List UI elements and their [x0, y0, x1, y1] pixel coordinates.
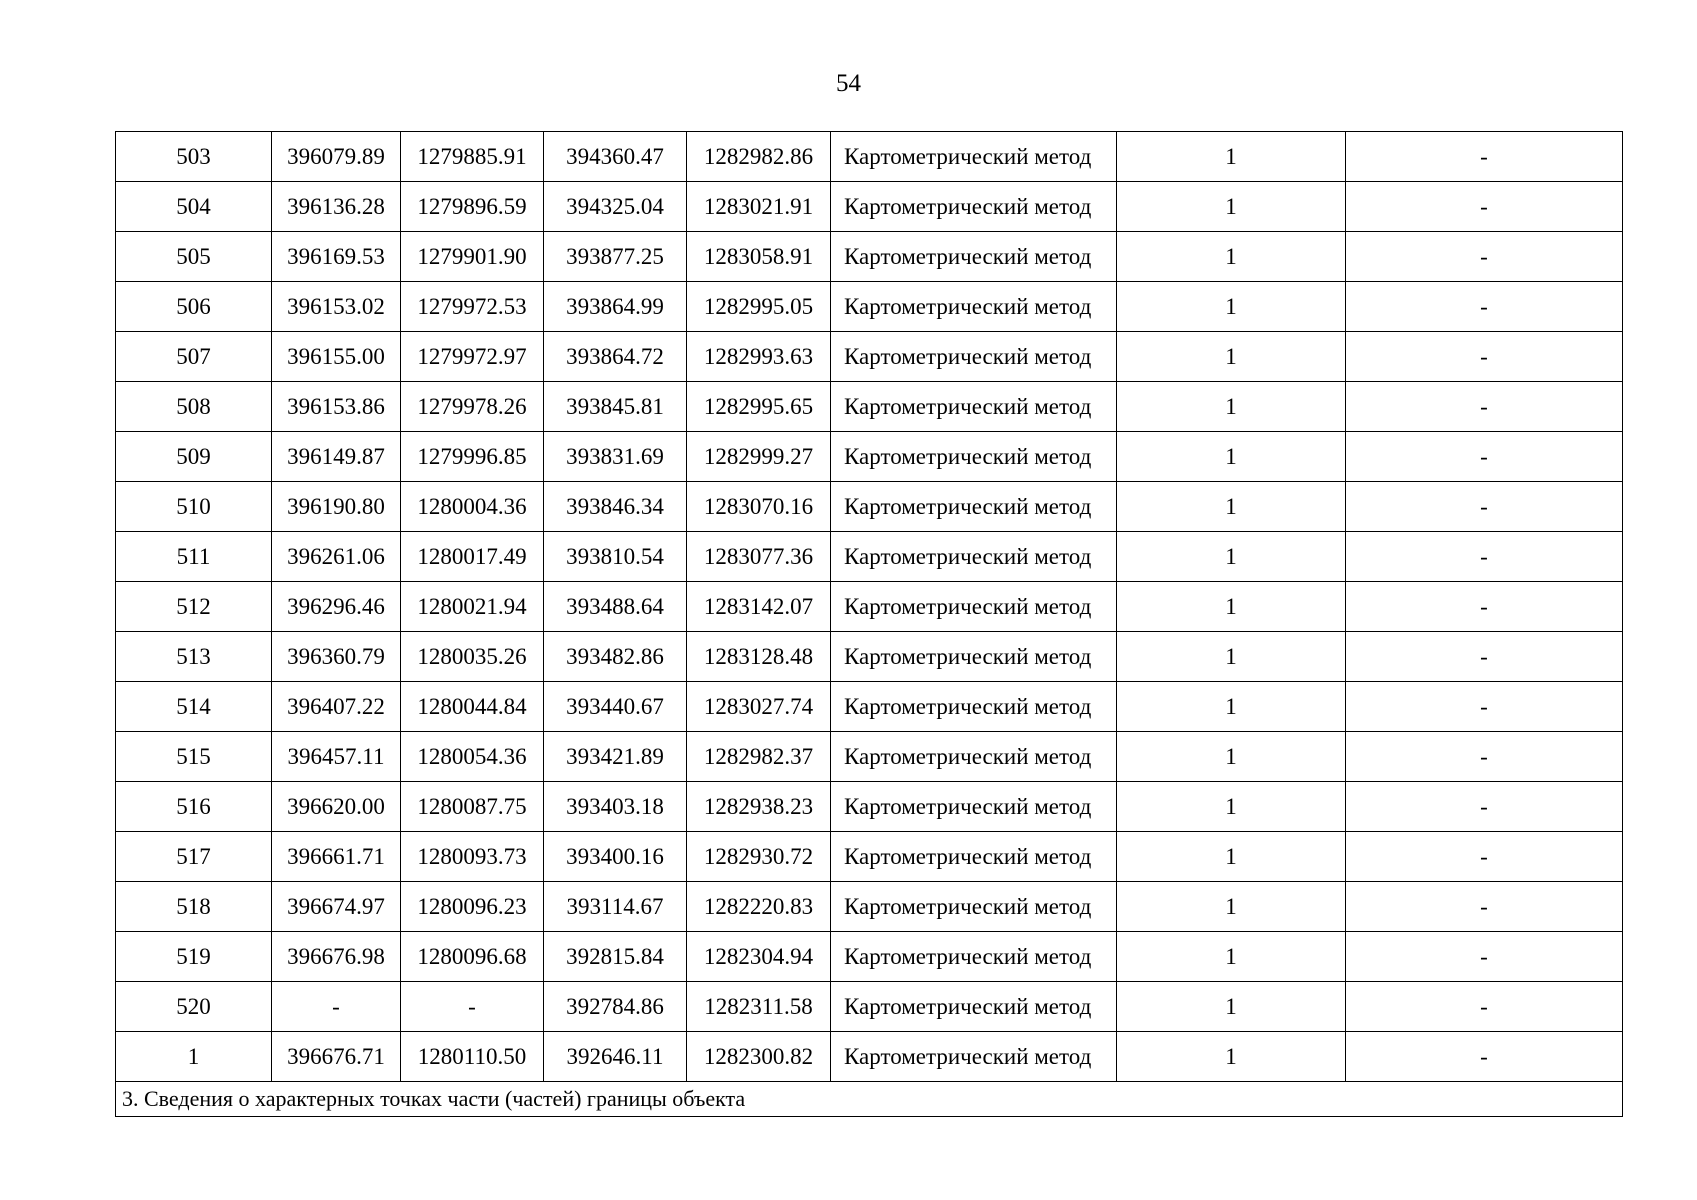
existing-y-cell: 1280087.75: [401, 782, 544, 832]
existing-x-cell: 396407.22: [272, 682, 401, 732]
existing-y-cell: -: [401, 982, 544, 1032]
existing-y-cell: 1280035.26: [401, 632, 544, 682]
point-number-cell: 512: [116, 582, 272, 632]
method-cell: Картометрический метод: [831, 632, 1117, 682]
new-y-cell: 1283021.91: [687, 182, 831, 232]
existing-x-cell: 396153.02: [272, 282, 401, 332]
precision-cell: 1: [1117, 282, 1346, 332]
existing-x-cell: 396676.71: [272, 1032, 401, 1082]
method-cell: Картометрический метод: [831, 982, 1117, 1032]
point-number-cell: 508: [116, 382, 272, 432]
existing-x-cell: -: [272, 982, 401, 1032]
point-number-cell: 517: [116, 832, 272, 882]
existing-y-cell: 1280017.49: [401, 532, 544, 582]
existing-x-cell: 396190.80: [272, 482, 401, 532]
new-y-cell: 1282993.63: [687, 332, 831, 382]
point-number-cell: 510: [116, 482, 272, 532]
description-cell: -: [1346, 832, 1623, 882]
precision-cell: 1: [1117, 382, 1346, 432]
new-y-cell: 1282982.86: [687, 132, 831, 182]
table-row: [116, 682, 1623, 732]
point-number-cell: 520: [116, 982, 272, 1032]
description-cell: -: [1346, 982, 1623, 1032]
precision-cell: 1: [1117, 732, 1346, 782]
new-x-cell: 392646.11: [544, 1032, 687, 1082]
new-x-cell: 393400.16: [544, 832, 687, 882]
precision-cell: 1: [1117, 532, 1346, 582]
point-number-cell: 518: [116, 882, 272, 932]
point-number-cell: 505: [116, 232, 272, 282]
description-cell: -: [1346, 882, 1623, 932]
description-cell: -: [1346, 132, 1623, 182]
new-x-cell: 393810.54: [544, 532, 687, 582]
precision-cell: 1: [1117, 682, 1346, 732]
precision-cell: 1: [1117, 332, 1346, 382]
method-cell: Картометрический метод: [831, 732, 1117, 782]
method-cell: Картометрический метод: [831, 232, 1117, 282]
new-y-cell: 1282304.94: [687, 932, 831, 982]
table-row: [116, 832, 1623, 882]
table-row: [116, 732, 1623, 782]
table-row: [116, 632, 1623, 682]
existing-x-cell: 396136.28: [272, 182, 401, 232]
new-y-cell: 1282938.23: [687, 782, 831, 832]
existing-x-cell: 396674.97: [272, 882, 401, 932]
new-y-cell: 1282995.05: [687, 282, 831, 332]
point-number-cell: 511: [116, 532, 272, 582]
existing-y-cell: 1280096.68: [401, 932, 544, 982]
new-x-cell: 393403.18: [544, 782, 687, 832]
description-cell: -: [1346, 582, 1623, 632]
existing-x-cell: 396079.89: [272, 132, 401, 182]
table-row: [116, 432, 1623, 482]
point-number-cell: 514: [116, 682, 272, 732]
method-cell: Картометрический метод: [831, 332, 1117, 382]
method-cell: Картометрический метод: [831, 532, 1117, 582]
method-cell: Картометрический метод: [831, 382, 1117, 432]
description-cell: -: [1346, 332, 1623, 382]
new-y-cell: 1283058.91: [687, 232, 831, 282]
new-x-cell: 393488.64: [544, 582, 687, 632]
precision-cell: 1: [1117, 882, 1346, 932]
precision-cell: 1: [1117, 132, 1346, 182]
point-number-cell: 1: [116, 1032, 272, 1082]
description-cell: -: [1346, 632, 1623, 682]
existing-x-cell: 396457.11: [272, 732, 401, 782]
method-cell: Картометрический метод: [831, 582, 1117, 632]
new-x-cell: 394360.47: [544, 132, 687, 182]
table-row: [116, 532, 1623, 582]
precision-cell: 1: [1117, 432, 1346, 482]
new-y-cell: 1283070.16: [687, 482, 831, 532]
existing-x-cell: 396153.86: [272, 382, 401, 432]
description-cell: -: [1346, 432, 1623, 482]
description-cell: -: [1346, 182, 1623, 232]
existing-y-cell: 1279972.97: [401, 332, 544, 382]
new-y-cell: 1283027.74: [687, 682, 831, 732]
new-x-cell: 392784.86: [544, 982, 687, 1032]
description-cell: -: [1346, 1032, 1623, 1082]
existing-y-cell: 1280093.73: [401, 832, 544, 882]
new-y-cell: 1283142.07: [687, 582, 831, 632]
new-x-cell: 393846.34: [544, 482, 687, 532]
new-x-cell: 393864.72: [544, 332, 687, 382]
point-number-cell: 509: [116, 432, 272, 482]
table-row: [116, 382, 1623, 432]
description-cell: -: [1346, 932, 1623, 982]
existing-x-cell: 396360.79: [272, 632, 401, 682]
method-cell: Картометрический метод: [831, 182, 1117, 232]
precision-cell: 1: [1117, 782, 1346, 832]
new-x-cell: 394325.04: [544, 182, 687, 232]
description-cell: -: [1346, 482, 1623, 532]
existing-y-cell: 1279996.85: [401, 432, 544, 482]
precision-cell: 1: [1117, 232, 1346, 282]
point-number-cell: 507: [116, 332, 272, 382]
description-cell: -: [1346, 782, 1623, 832]
precision-cell: 1: [1117, 982, 1346, 1032]
section-heading: 3. Сведения о характерных точках части (частей) границы объекта: [116, 1082, 1623, 1117]
method-cell: Картометрический метод: [831, 282, 1117, 332]
new-y-cell: 1283077.36: [687, 532, 831, 582]
table-row: [116, 182, 1623, 232]
method-cell: Картометрический метод: [831, 782, 1117, 832]
existing-x-cell: 396620.00: [272, 782, 401, 832]
table-row: [116, 982, 1623, 1032]
existing-y-cell: 1280021.94: [401, 582, 544, 632]
method-cell: Картометрический метод: [831, 832, 1117, 882]
precision-cell: 1: [1117, 1032, 1346, 1082]
existing-y-cell: 1279972.53: [401, 282, 544, 332]
description-cell: -: [1346, 232, 1623, 282]
point-number-cell: 519: [116, 932, 272, 982]
table-row: [116, 282, 1623, 332]
existing-y-cell: 1279885.91: [401, 132, 544, 182]
new-y-cell: 1282300.82: [687, 1032, 831, 1082]
table-row: [116, 482, 1623, 532]
description-cell: -: [1346, 532, 1623, 582]
precision-cell: 1: [1117, 482, 1346, 532]
new-y-cell: 1282982.37: [687, 732, 831, 782]
precision-cell: 1: [1117, 182, 1346, 232]
existing-x-cell: 396296.46: [272, 582, 401, 632]
table-body: [116, 132, 1623, 1117]
existing-y-cell: 1280110.50: [401, 1032, 544, 1082]
table-row: [116, 582, 1623, 632]
new-x-cell: 393421.89: [544, 732, 687, 782]
point-number-cell: 506: [116, 282, 272, 332]
existing-x-cell: 396676.98: [272, 932, 401, 982]
new-x-cell: 393831.69: [544, 432, 687, 482]
table-row: [116, 332, 1623, 382]
method-cell: Картометрический метод: [831, 132, 1117, 182]
existing-y-cell: 1280004.36: [401, 482, 544, 532]
coordinates-table: [115, 131, 1623, 1117]
precision-cell: 1: [1117, 582, 1346, 632]
description-cell: -: [1346, 732, 1623, 782]
existing-x-cell: 396155.00: [272, 332, 401, 382]
section-heading-row: [116, 1082, 1623, 1117]
point-number-cell: 515: [116, 732, 272, 782]
table-row: [116, 132, 1623, 182]
existing-x-cell: 396169.53: [272, 232, 401, 282]
new-x-cell: 393877.25: [544, 232, 687, 282]
method-cell: Картометрический метод: [831, 682, 1117, 732]
description-cell: -: [1346, 382, 1623, 432]
new-x-cell: 393864.99: [544, 282, 687, 332]
existing-x-cell: 396661.71: [272, 832, 401, 882]
existing-x-cell: 396261.06: [272, 532, 401, 582]
point-number-cell: 503: [116, 132, 272, 182]
method-cell: Картометрический метод: [831, 1032, 1117, 1082]
table-row: [116, 1032, 1623, 1082]
new-x-cell: 393482.86: [544, 632, 687, 682]
table-row: [116, 932, 1623, 982]
existing-y-cell: 1279896.59: [401, 182, 544, 232]
precision-cell: 1: [1117, 632, 1346, 682]
new-x-cell: 393114.67: [544, 882, 687, 932]
table-row: [116, 782, 1623, 832]
precision-cell: 1: [1117, 832, 1346, 882]
new-y-cell: 1282995.65: [687, 382, 831, 432]
table-row: [116, 232, 1623, 282]
new-y-cell: 1283128.48: [687, 632, 831, 682]
method-cell: Картометрический метод: [831, 932, 1117, 982]
existing-y-cell: 1280096.23: [401, 882, 544, 932]
new-x-cell: 392815.84: [544, 932, 687, 982]
method-cell: Картометрический метод: [831, 882, 1117, 932]
existing-y-cell: 1280054.36: [401, 732, 544, 782]
existing-y-cell: 1279901.90: [401, 232, 544, 282]
new-x-cell: 393845.81: [544, 382, 687, 432]
description-cell: -: [1346, 682, 1623, 732]
table-row: [116, 882, 1623, 932]
new-x-cell: 393440.67: [544, 682, 687, 732]
method-cell: Картометрический метод: [831, 432, 1117, 482]
description-cell: -: [1346, 282, 1623, 332]
existing-x-cell: 396149.87: [272, 432, 401, 482]
point-number-cell: 516: [116, 782, 272, 832]
method-cell: Картометрический метод: [831, 482, 1117, 532]
point-number-cell: 504: [116, 182, 272, 232]
existing-y-cell: 1279978.26: [401, 382, 544, 432]
new-y-cell: 1282930.72: [687, 832, 831, 882]
point-number-cell: 513: [116, 632, 272, 682]
existing-y-cell: 1280044.84: [401, 682, 544, 732]
new-y-cell: 1282311.58: [687, 982, 831, 1032]
new-y-cell: 1282999.27: [687, 432, 831, 482]
new-y-cell: 1282220.83: [687, 882, 831, 932]
page-number: 54: [836, 70, 861, 97]
precision-cell: 1: [1117, 932, 1346, 982]
